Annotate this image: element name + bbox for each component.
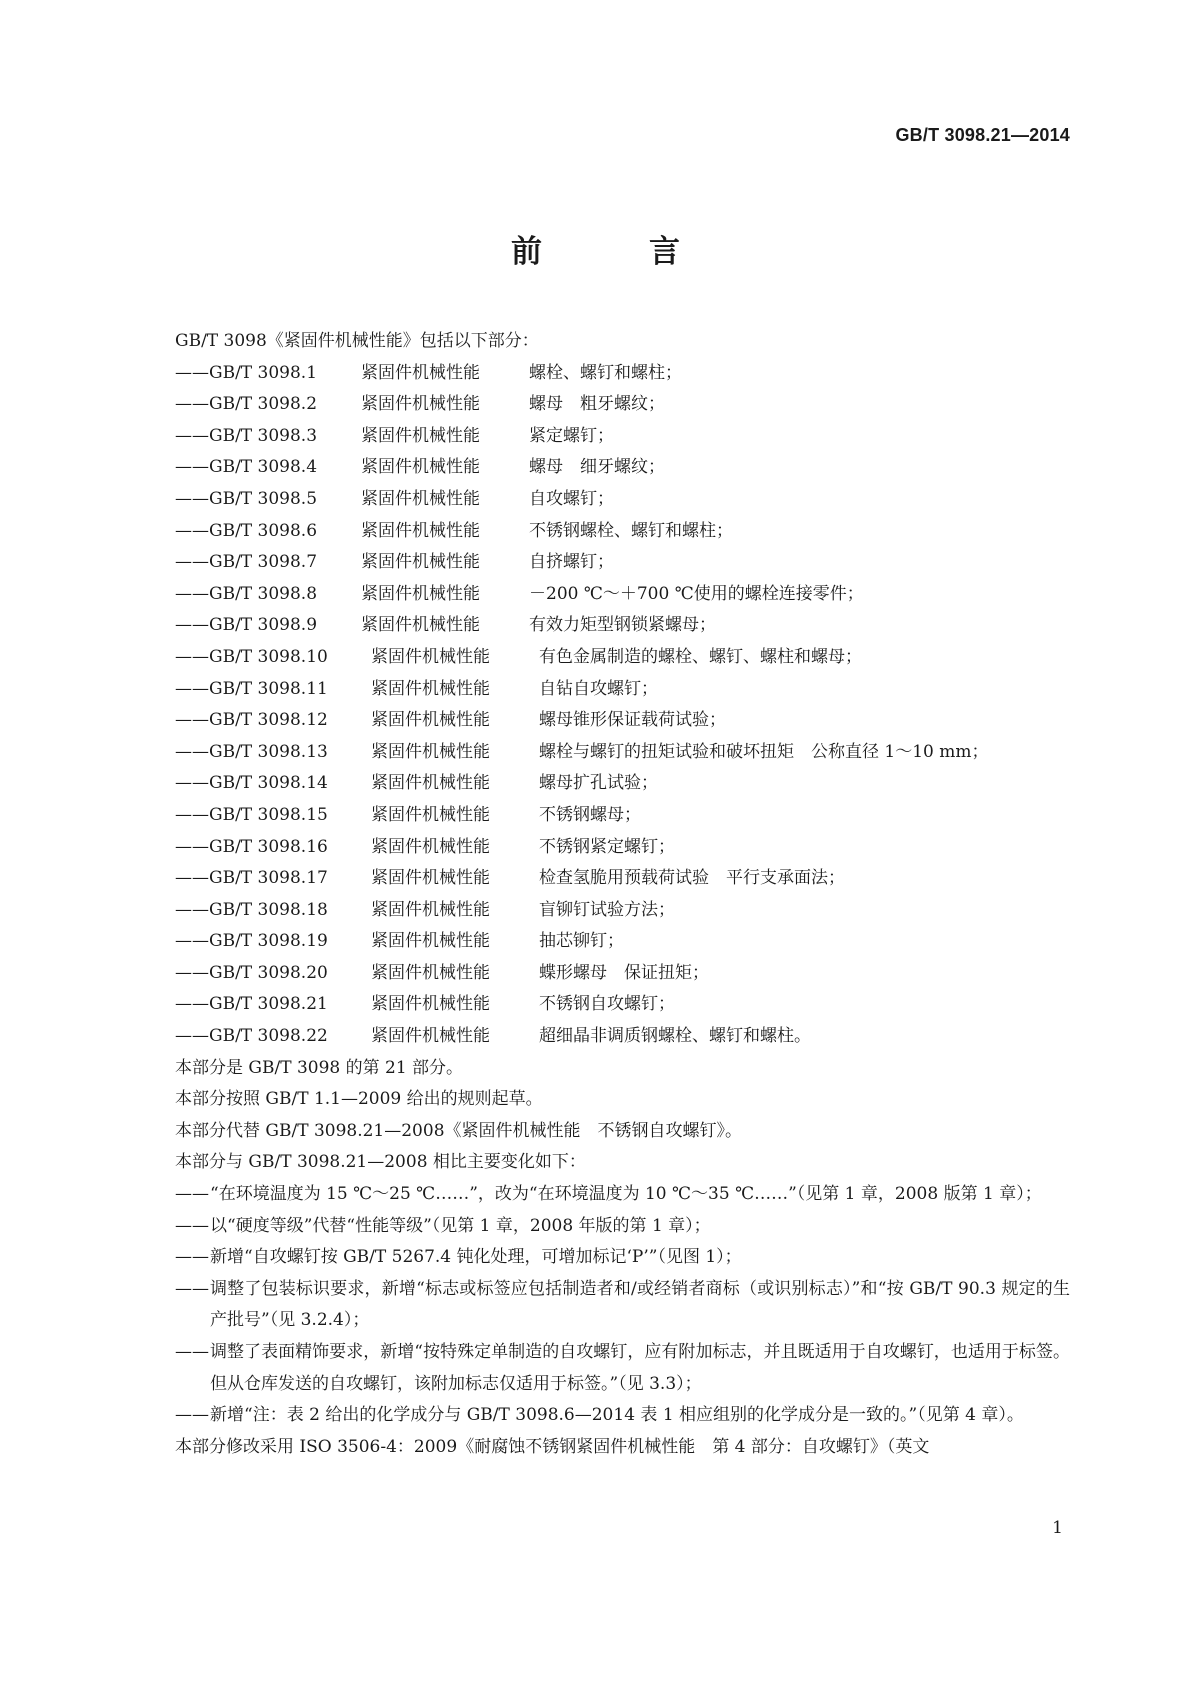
- part-number: ——GB/T 3098.18: [175, 899, 328, 920]
- part-description: 螺母 细牙螺纹；: [529, 457, 665, 478]
- part-item: [175, 989, 1070, 1021]
- part-item: [175, 547, 1070, 579]
- part-number: ——GB/T 3098.2: [175, 394, 318, 415]
- parts-list: [175, 358, 1070, 1053]
- part-series: 紧固件机械性能: [361, 615, 480, 636]
- part-item: [175, 579, 1070, 611]
- part-number: ——GB/T 3098.22: [175, 1026, 328, 1047]
- paragraph: 本部分与 GB/T 3098.21—2008 相比主要变化如下：: [175, 1152, 586, 1173]
- document-body: [175, 326, 1070, 1463]
- part-number: ——GB/T 3098.10: [175, 646, 328, 667]
- part-item: [175, 452, 1070, 484]
- part-item: [175, 484, 1070, 516]
- part-item: [175, 674, 1070, 706]
- part-item: [175, 421, 1070, 453]
- part-item: [175, 768, 1070, 800]
- change-item: [175, 1242, 1070, 1274]
- part-description: 有效力矩型钢锁紧螺母；: [529, 615, 716, 636]
- part-number: ——GB/T 3098.13: [175, 741, 328, 762]
- list-dash: ——: [175, 1342, 209, 1362]
- list-dash: ——: [175, 1184, 209, 1205]
- paragraph: 本部分按照 GB/T 1.1—2009 给出的规则起草。: [175, 1089, 543, 1110]
- part-description: 盲铆钉试验方法；: [539, 899, 675, 920]
- part-item: [175, 516, 1070, 548]
- paragraph: 本部分代替 GB/T 3098.21—2008《紧固件机械性能 不锈钢自攻螺钉》。: [175, 1120, 743, 1141]
- part-number: ——GB/T 3098.6: [175, 520, 318, 541]
- part-item: [175, 389, 1070, 421]
- part-series: 紧固件机械性能: [371, 836, 490, 857]
- part-number: ——GB/T 3098.19: [175, 931, 328, 952]
- part-item: [175, 1021, 1070, 1053]
- part-description: 蝶形螺母 保证扭矩；: [539, 962, 709, 983]
- part-item: [175, 737, 1070, 769]
- list-dash: ——: [175, 1215, 209, 1236]
- page-title: 前 言: [511, 234, 718, 270]
- part-item: [175, 895, 1070, 927]
- part-description: 不锈钢螺栓、螺钉和螺柱；: [529, 520, 733, 541]
- part-number: ——GB/T 3098.16: [175, 836, 328, 857]
- part-item: [175, 642, 1070, 674]
- adoption-paragraph: 本部分修改采用 ISO 3506-4：2009《耐腐蚀不锈钢紧固件机械性能 第 4 部分：自攻螺钉》（英文: [175, 1436, 930, 1457]
- part-series: 紧固件机械性能: [361, 488, 480, 509]
- part-description: 自攻螺钉；: [529, 488, 614, 509]
- part-series: 紧固件机械性能: [371, 710, 490, 731]
- list-dash: ——: [175, 1247, 209, 1268]
- part-series: 紧固件机械性能: [371, 678, 490, 699]
- part-item: [175, 926, 1070, 958]
- part-series: 紧固件机械性能: [371, 646, 490, 667]
- part-series: 紧固件机械性能: [371, 868, 490, 889]
- change-text: 以“硬度等级”代替“性能等级”（见第 1 章，2008 年版的第 1 章）；: [210, 1215, 711, 1236]
- part-number: ——GB/T 3098.15: [175, 804, 328, 825]
- part-series: 紧固件机械性能: [371, 931, 490, 952]
- change-text: 调整了包装标识要求，新增“标志或标签应包括制造者和/或经销者商标（或识别标志）”和“按 GB/T 90.3 规定的生产批号”（见 3.2.4）；: [210, 1278, 1070, 1331]
- part-number: ——GB/T 3098.5: [175, 488, 318, 509]
- list-dash: ——: [175, 1405, 209, 1426]
- part-series: 紧固件机械性能: [371, 773, 490, 794]
- change-item: [175, 1274, 1070, 1337]
- part-description: 螺母 粗牙螺纹；: [529, 394, 665, 415]
- part-series: 紧固件机械性能: [371, 804, 490, 825]
- part-number: ——GB/T 3098.9: [175, 615, 318, 636]
- part-description: 螺母扩孔试验；: [539, 773, 658, 794]
- part-description: 紧定螺钉；: [529, 425, 614, 446]
- part-number: ——GB/T 3098.1: [175, 362, 318, 383]
- part-number: ——GB/T 3098.7: [175, 552, 318, 573]
- part-item: [175, 832, 1070, 864]
- part-item: [175, 358, 1070, 390]
- part-number: ——GB/T 3098.17: [175, 868, 328, 889]
- changes-list: [175, 1179, 1070, 1432]
- standard-number-header: GB/T 3098.21—2014: [895, 125, 1070, 145]
- change-item: [175, 1337, 1070, 1400]
- list-dash: ——: [175, 1278, 209, 1299]
- change-item: [175, 1400, 1070, 1432]
- part-item: [175, 958, 1070, 990]
- part-item: [175, 610, 1070, 642]
- part-series: 紧固件机械性能: [361, 583, 480, 604]
- part-series: 紧固件机械性能: [371, 1026, 490, 1047]
- part-item: [175, 705, 1070, 737]
- part-number: ——GB/T 3098.11: [175, 678, 328, 699]
- part-description: 不锈钢自攻螺钉；: [539, 994, 675, 1015]
- part-series: 紧固件机械性能: [371, 899, 490, 920]
- paragraph: 本部分是 GB/T 3098 的第 21 部分。: [175, 1057, 464, 1078]
- change-text: “在环境温度为 15 ℃～25 ℃……”，改为“在环境温度为 10 ℃～35 ℃……”（见第 1 章，2008 版第 1 章）；: [210, 1184, 1042, 1205]
- part-series: 紧固件机械性能: [361, 552, 480, 573]
- part-item: [175, 863, 1070, 895]
- part-series: 紧固件机械性能: [371, 741, 490, 762]
- change-item: [175, 1211, 1070, 1243]
- change-text: 新增“注：表 2 给出的化学成分与 GB/T 3098.6—2014 表 1 相应组别的化学成分是一致的。”（见第 4 章）。: [210, 1405, 1024, 1426]
- part-series: 紧固件机械性能: [371, 994, 490, 1015]
- part-description: 不锈钢螺母；: [539, 804, 641, 825]
- part-description: 不锈钢紧定螺钉；: [539, 836, 675, 857]
- part-description: 螺栓与螺钉的扭矩试验和破坏扭矩 公称直径 1～10 mm；: [539, 741, 989, 762]
- part-number: ——GB/T 3098.8: [175, 583, 318, 604]
- page-number: 1: [1052, 1518, 1063, 1538]
- part-series: 紧固件机械性能: [361, 394, 480, 415]
- part-number: ——GB/T 3098.14: [175, 773, 328, 794]
- change-text: 调整了表面精饰要求，新增“按特殊定单制造的自攻螺钉，应有附加标志，并且既适用于自攻螺钉，也适用于标签。但从仓库发送的自攻螺钉，该附加标志仅适用于标签。”（见 3.3）；: [210, 1342, 1070, 1394]
- part-number: ——GB/T 3098.4: [175, 457, 318, 478]
- part-description: －200 ℃～＋700 ℃使用的螺栓连接零件；: [529, 583, 864, 604]
- part-series: 紧固件机械性能: [361, 362, 480, 383]
- part-description: 检查氢脆用预载荷试验 平行支承面法；: [539, 868, 845, 889]
- part-item: [175, 800, 1070, 832]
- part-description: 抽芯铆钉；: [539, 931, 624, 952]
- part-number: ——GB/T 3098.20: [175, 962, 328, 983]
- intro-paragraph: GB/T 3098《紧固件机械性能》包括以下部分：: [175, 331, 539, 351]
- part-number: ——GB/T 3098.21: [175, 994, 328, 1015]
- part-series: 紧固件机械性能: [361, 520, 480, 541]
- part-description: 有色金属制造的螺栓、螺钉、螺柱和螺母；: [539, 646, 862, 667]
- part-description: 超细晶非调质钢螺栓、螺钉和螺柱。: [539, 1026, 811, 1047]
- part-series: 紧固件机械性能: [361, 425, 480, 446]
- part-description: 螺栓、螺钉和螺柱；: [529, 362, 682, 383]
- change-item: [175, 1179, 1070, 1211]
- change-text: 新增“自攻螺钉按 GB/T 5267.4 钝化处理，可增加标记‘P’”（见图 1）；: [210, 1247, 742, 1268]
- part-description: 螺母锥形保证载荷试验；: [539, 710, 726, 731]
- part-number: ——GB/T 3098.3: [175, 425, 318, 446]
- part-series: 紧固件机械性能: [371, 962, 490, 983]
- part-series: 紧固件机械性能: [361, 457, 480, 478]
- part-number: ——GB/T 3098.12: [175, 710, 328, 731]
- part-description: 自挤螺钉；: [529, 552, 614, 573]
- part-description: 自钻自攻螺钉；: [539, 678, 658, 699]
